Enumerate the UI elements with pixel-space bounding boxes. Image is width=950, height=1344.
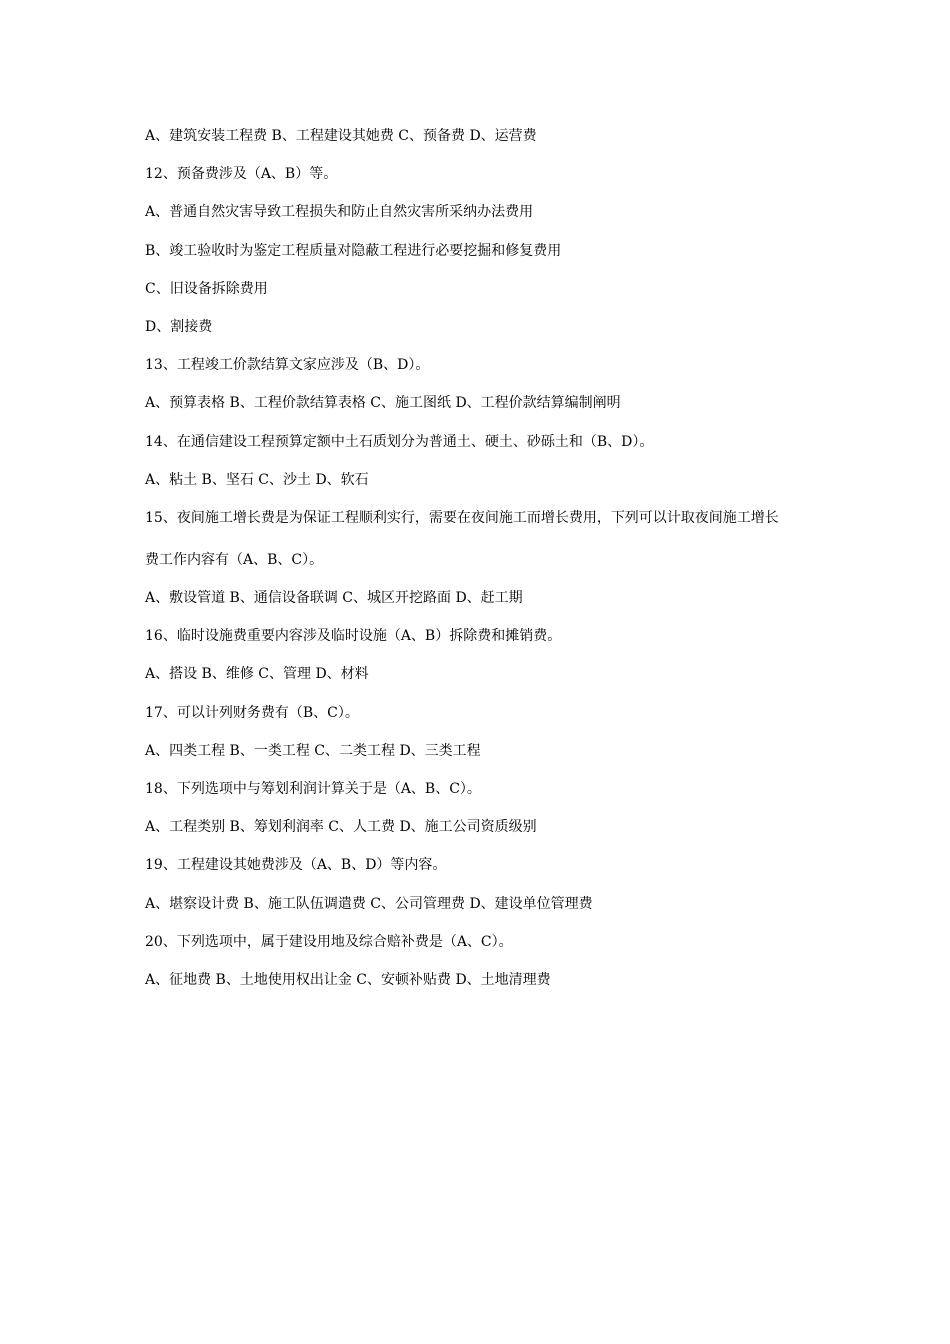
option-line: A、征地费 B、土地使用权出让金 C、安顿补贴费 D、土地清理费 bbox=[145, 971, 551, 988]
option-line: A、预算表格 B、工程价款结算表格 C、施工图纸 D、工程价款结算编制阐明 bbox=[145, 395, 621, 412]
question-14: 14、在通信建设工程预算定额中土石质划分为普通土、硬土、砂砾土和（B、D）。 bbox=[145, 433, 654, 450]
option-line: D、割接费 bbox=[145, 318, 213, 335]
option-line: A、敷设管道 B、通信设备联调 C、城区开挖路面 D、赶工期 bbox=[145, 590, 523, 607]
option-line: A、工程类别 B、筹划利润率 C、人工费 D、施工公司资质级别 bbox=[145, 819, 537, 836]
question-19: 19、工程建设其她费涉及（A、B、D）等内容。 bbox=[145, 857, 447, 874]
option-line: A、搭设 B、维修 C、管理 D、材料 bbox=[145, 666, 369, 683]
question-15-continued: 费工作内容有（A、B、C）。 bbox=[145, 551, 324, 568]
option-line: C、旧设备拆除费用 bbox=[145, 280, 268, 297]
question-18: 18、下列选项中与筹划利润计算关于是（A、B、C）。 bbox=[145, 781, 481, 797]
question-17: 17、可以计列财务费有（B、C）。 bbox=[145, 704, 359, 721]
question-16: 16、临时设施费重要内容涉及临时设施（A、B）拆除费和摊销费。 bbox=[145, 628, 562, 645]
option-line: A、堪察设计费 B、施工队伍调遣费 C、公司管理费 D、建设单位管理费 bbox=[145, 895, 593, 912]
question-15: 15、夜间施工增长费是为保证工程顺利实行，需要在夜间施工而增长费用，下列可以计取夜间施工增长 bbox=[145, 509, 779, 526]
option-line: A、粘土 B、坚石 C、沙土 D、软石 bbox=[145, 471, 369, 488]
option-line: A、普通自然灾害导致工程损失和防止自然灾害所采纳办法费用 bbox=[145, 204, 534, 221]
document-body bbox=[145, 124, 875, 1006]
question-12: 12、预备费涉及（A、B）等。 bbox=[145, 166, 338, 183]
option-line: B、竣工验收时为鉴定工程质量对隐蔽工程进行必要挖掘和修复费用 bbox=[145, 242, 562, 259]
question-13: 13、工程竣工价款结算文家应涉及（B、D）。 bbox=[145, 357, 430, 374]
option-line: A、建筑安装工程费 B、工程建设其她费 C、预备费 D、运营费 bbox=[145, 128, 537, 144]
question-20: 20、下列选项中，属于建设用地及综合赔补费是（A、C）。 bbox=[145, 933, 513, 950]
option-line: A、四类工程 B、一类工程 C、二类工程 D、三类工程 bbox=[145, 742, 481, 759]
